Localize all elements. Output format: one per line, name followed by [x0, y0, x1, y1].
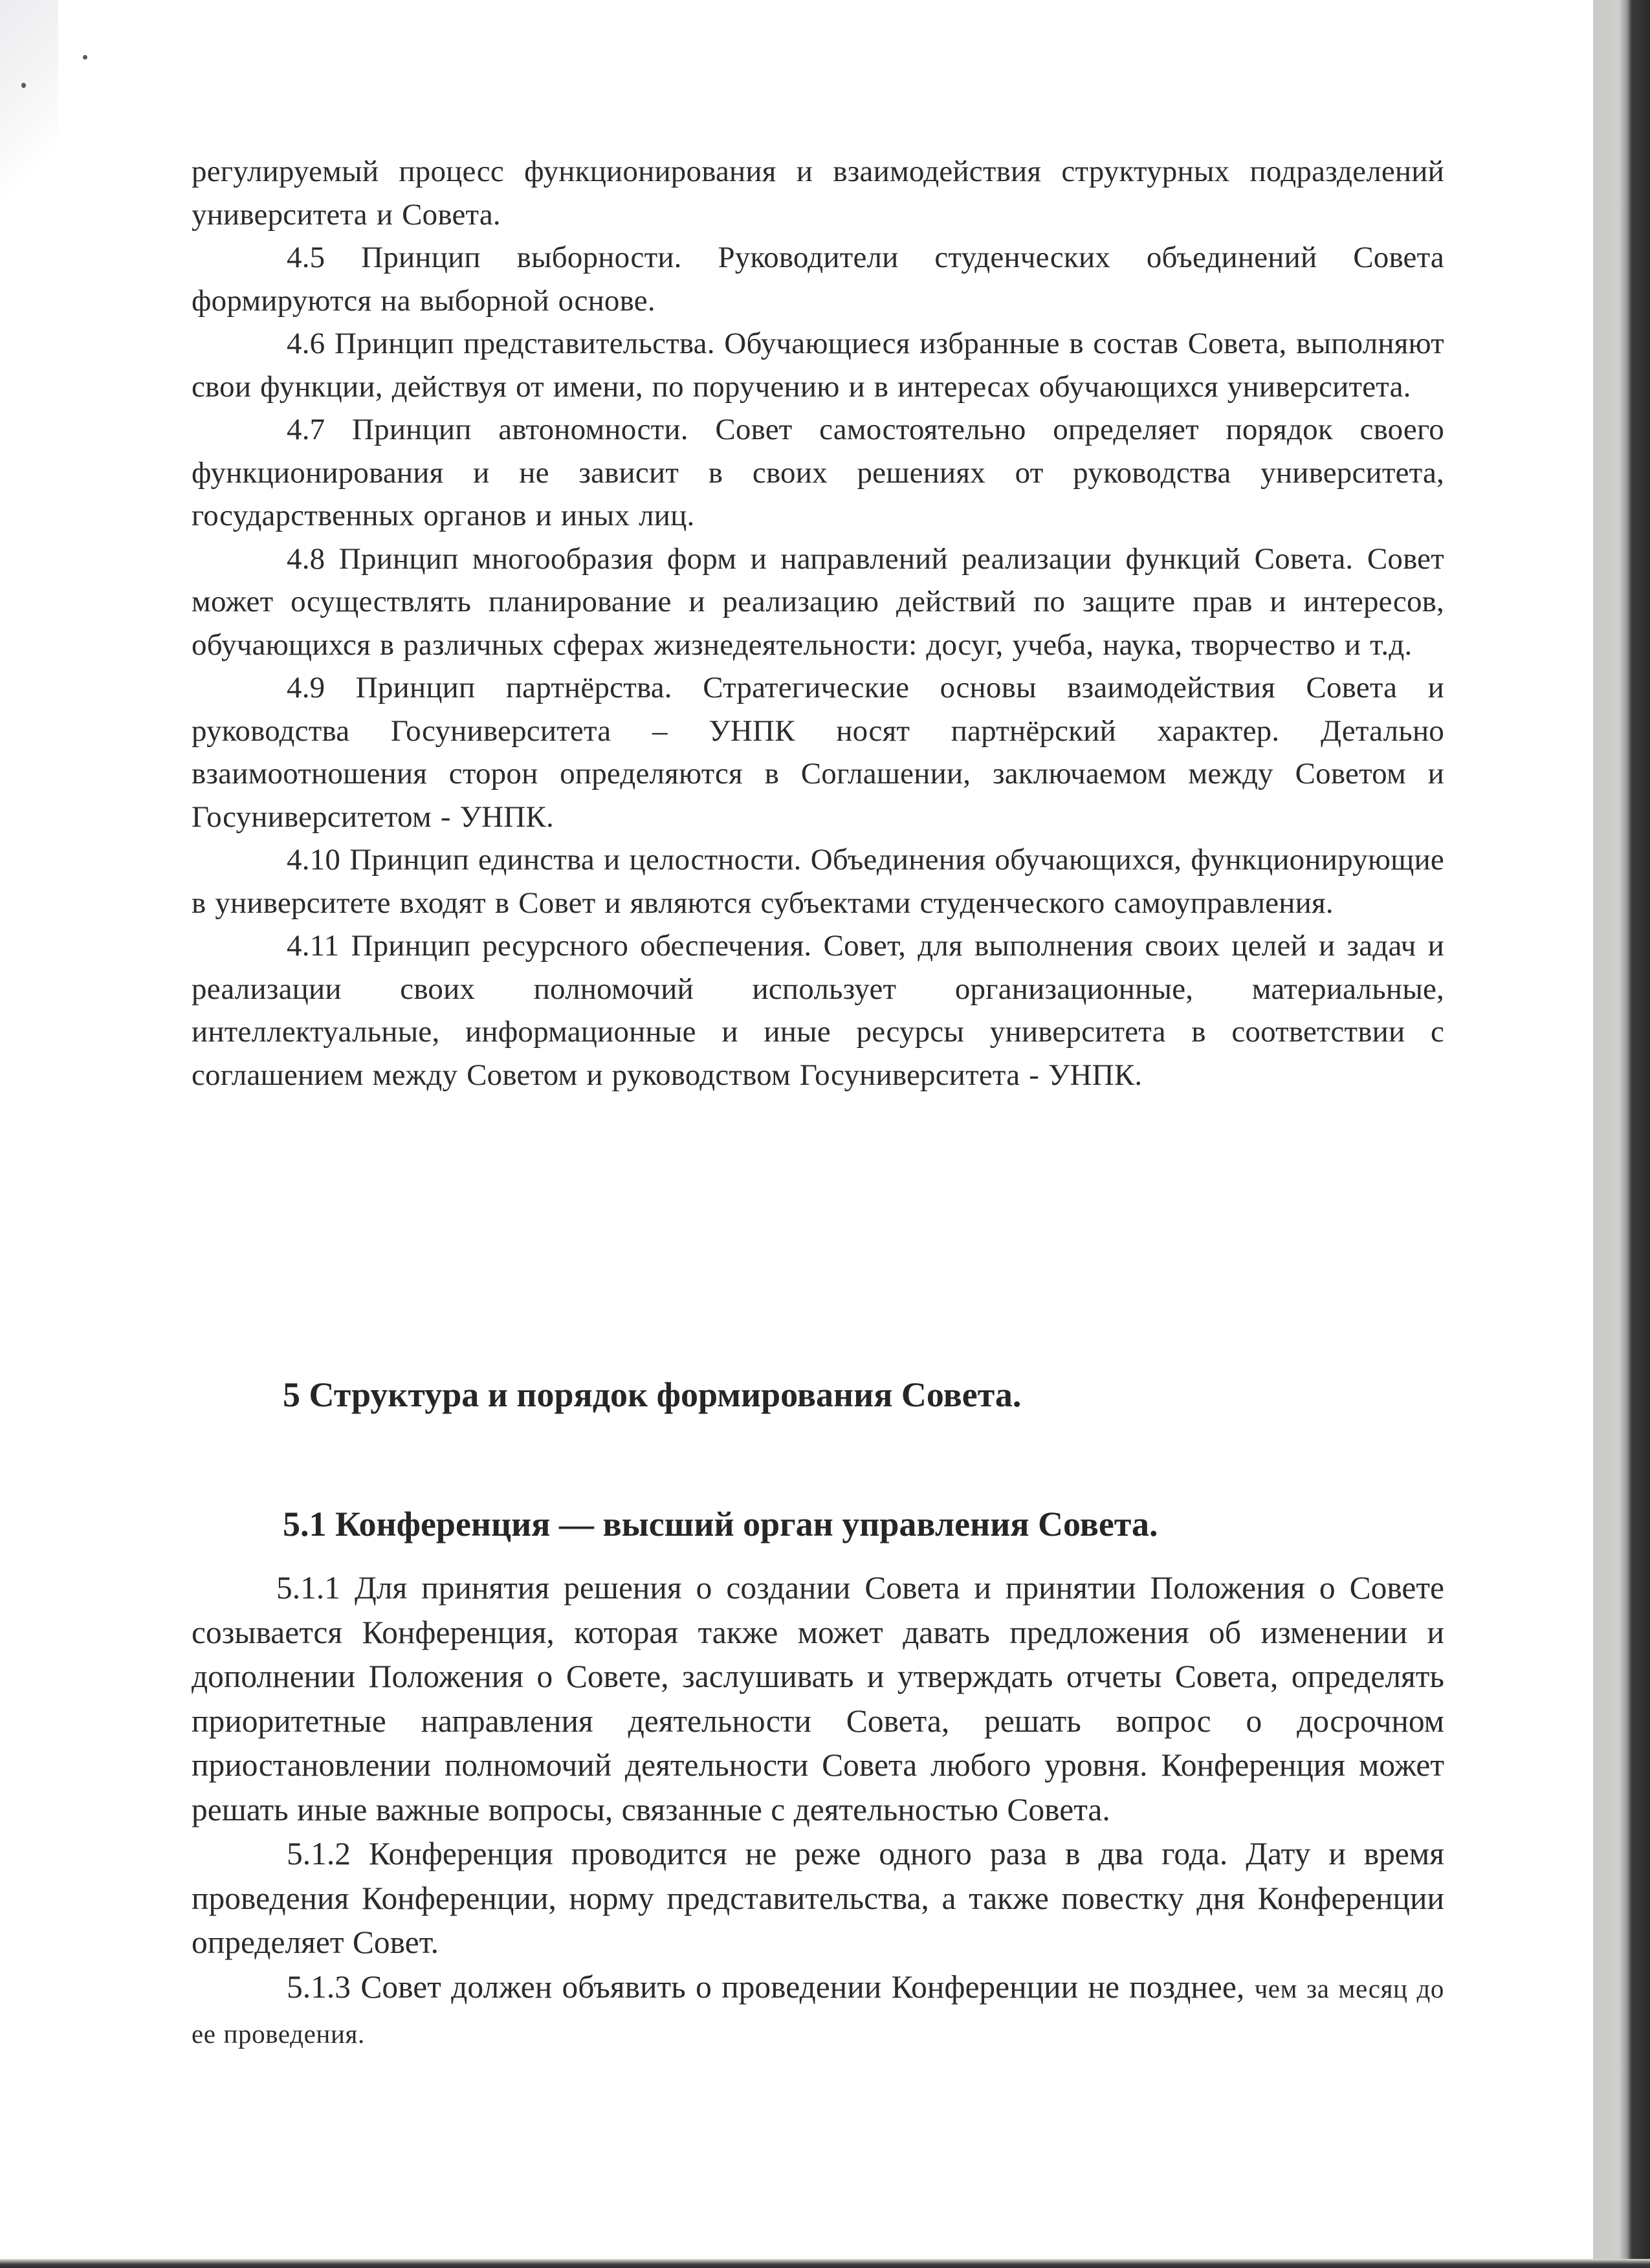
paragraph-4-5: 4.5 Принцип выборности. Руководители студенческих объединений Совета формируются на выборной основе.: [192, 241, 1444, 318]
paragraph-4-8: 4.8 Принцип многообразия форм и направлений реализации функций Совета. Совет может осуществлять планирование и реализацию действий по защите прав и интересов, обучающихся в различных сферах жизнедеятельности: досуг, учеба, наука, творчество и т.д.: [192, 541, 1444, 662]
paragraph-5-1-1: 5.1.1 Для принятия решения о создании Совета и принятии Положения о Совете созывается Конференция, которая также может давать предложения об изменении и дополнении Положения о Совете, заслушивать и утверждать отчеты Совета, определять приоритетные направления деятельности Совета, решать вопрос о досрочном приостановлении полномочий деятельности Совета любого уровня. Конференция может решать иные важные вопросы, связанные с деятельностью Совета.: [192, 1570, 1444, 1827]
paragraph-5-1-3-tail: чем за месяц до ее проведения.: [192, 1973, 1444, 2049]
scan-speck: [83, 55, 87, 60]
paragraph-4-10: 4.10 Принцип единства и целостности. Объединения обучающихся, функционирующие в университете входят в Совет и являются субъектами студенческого самоуправления.: [192, 843, 1444, 920]
paragraph-4-4-tail: регулируемый процесс функционирования и взаимодействия структурных подразделений университета и Совета.: [192, 155, 1444, 232]
scan-speck: [21, 83, 26, 88]
paragraph-5-1-2: 5.1.2 Конференция проводится не реже одного раза в два года. Дату и время проведения Конференции, норму представительства, а также повестку дня Конференции определяет Совет.: [192, 1836, 1444, 1960]
subsection-5-1-heading: 5.1 Конференция — высший орган управления Совета.: [283, 1505, 1158, 1543]
section-4-continuation: [192, 150, 1444, 1096]
paragraph-4-7: 4.7 Принцип автономности. Совет самостоятельно определяет порядок своего функционирования и не зависит в своих решениях от руководства университета, государственных органов и иных лиц.: [192, 413, 1444, 532]
section-5-body: [192, 1566, 1444, 2056]
paragraph-5-1-3: [192, 1965, 1444, 2056]
scan-edge-bottom: [0, 2259, 1650, 2268]
scan-edge-right: [1593, 0, 1650, 2268]
paragraph-4-11: 4.11 Принцип ресурсного обеспечения. Совет, для выполнения своих целей и задач и реализации своих полномочий использует организационные, материальные, интеллектуальные, информационные и иные ресурсы университета в соответствии с соглашением между Советом и руководством Госуниверситета - УНПК.: [192, 929, 1444, 1092]
section-5-heading: 5 Структура и порядок формирования Совета.: [283, 1375, 1022, 1414]
paragraph-4-6: 4.6 Принцип представительства. Обучающиеся избранные в состав Совета, выполняют свои функции, действуя от имени, по поручению и в интересах обучающихся университета.: [192, 327, 1444, 404]
scan-shadow-top-left: [0, 0, 58, 220]
paragraph-4-9: 4.9 Принцип партнёрства. Стратегические основы взаимодействия Совета и руководства Госуниверситета – УНПК носят партнёрский характер. Детально взаимоотношения сторон определяются в Соглашении, заключаемом между Советом и Госуниверситетом - УНПК.: [192, 671, 1444, 834]
paragraph-5-1-3-main: 5.1.3 Совет должен объявить о проведении Конференции не позднее,: [287, 1968, 1245, 2005]
